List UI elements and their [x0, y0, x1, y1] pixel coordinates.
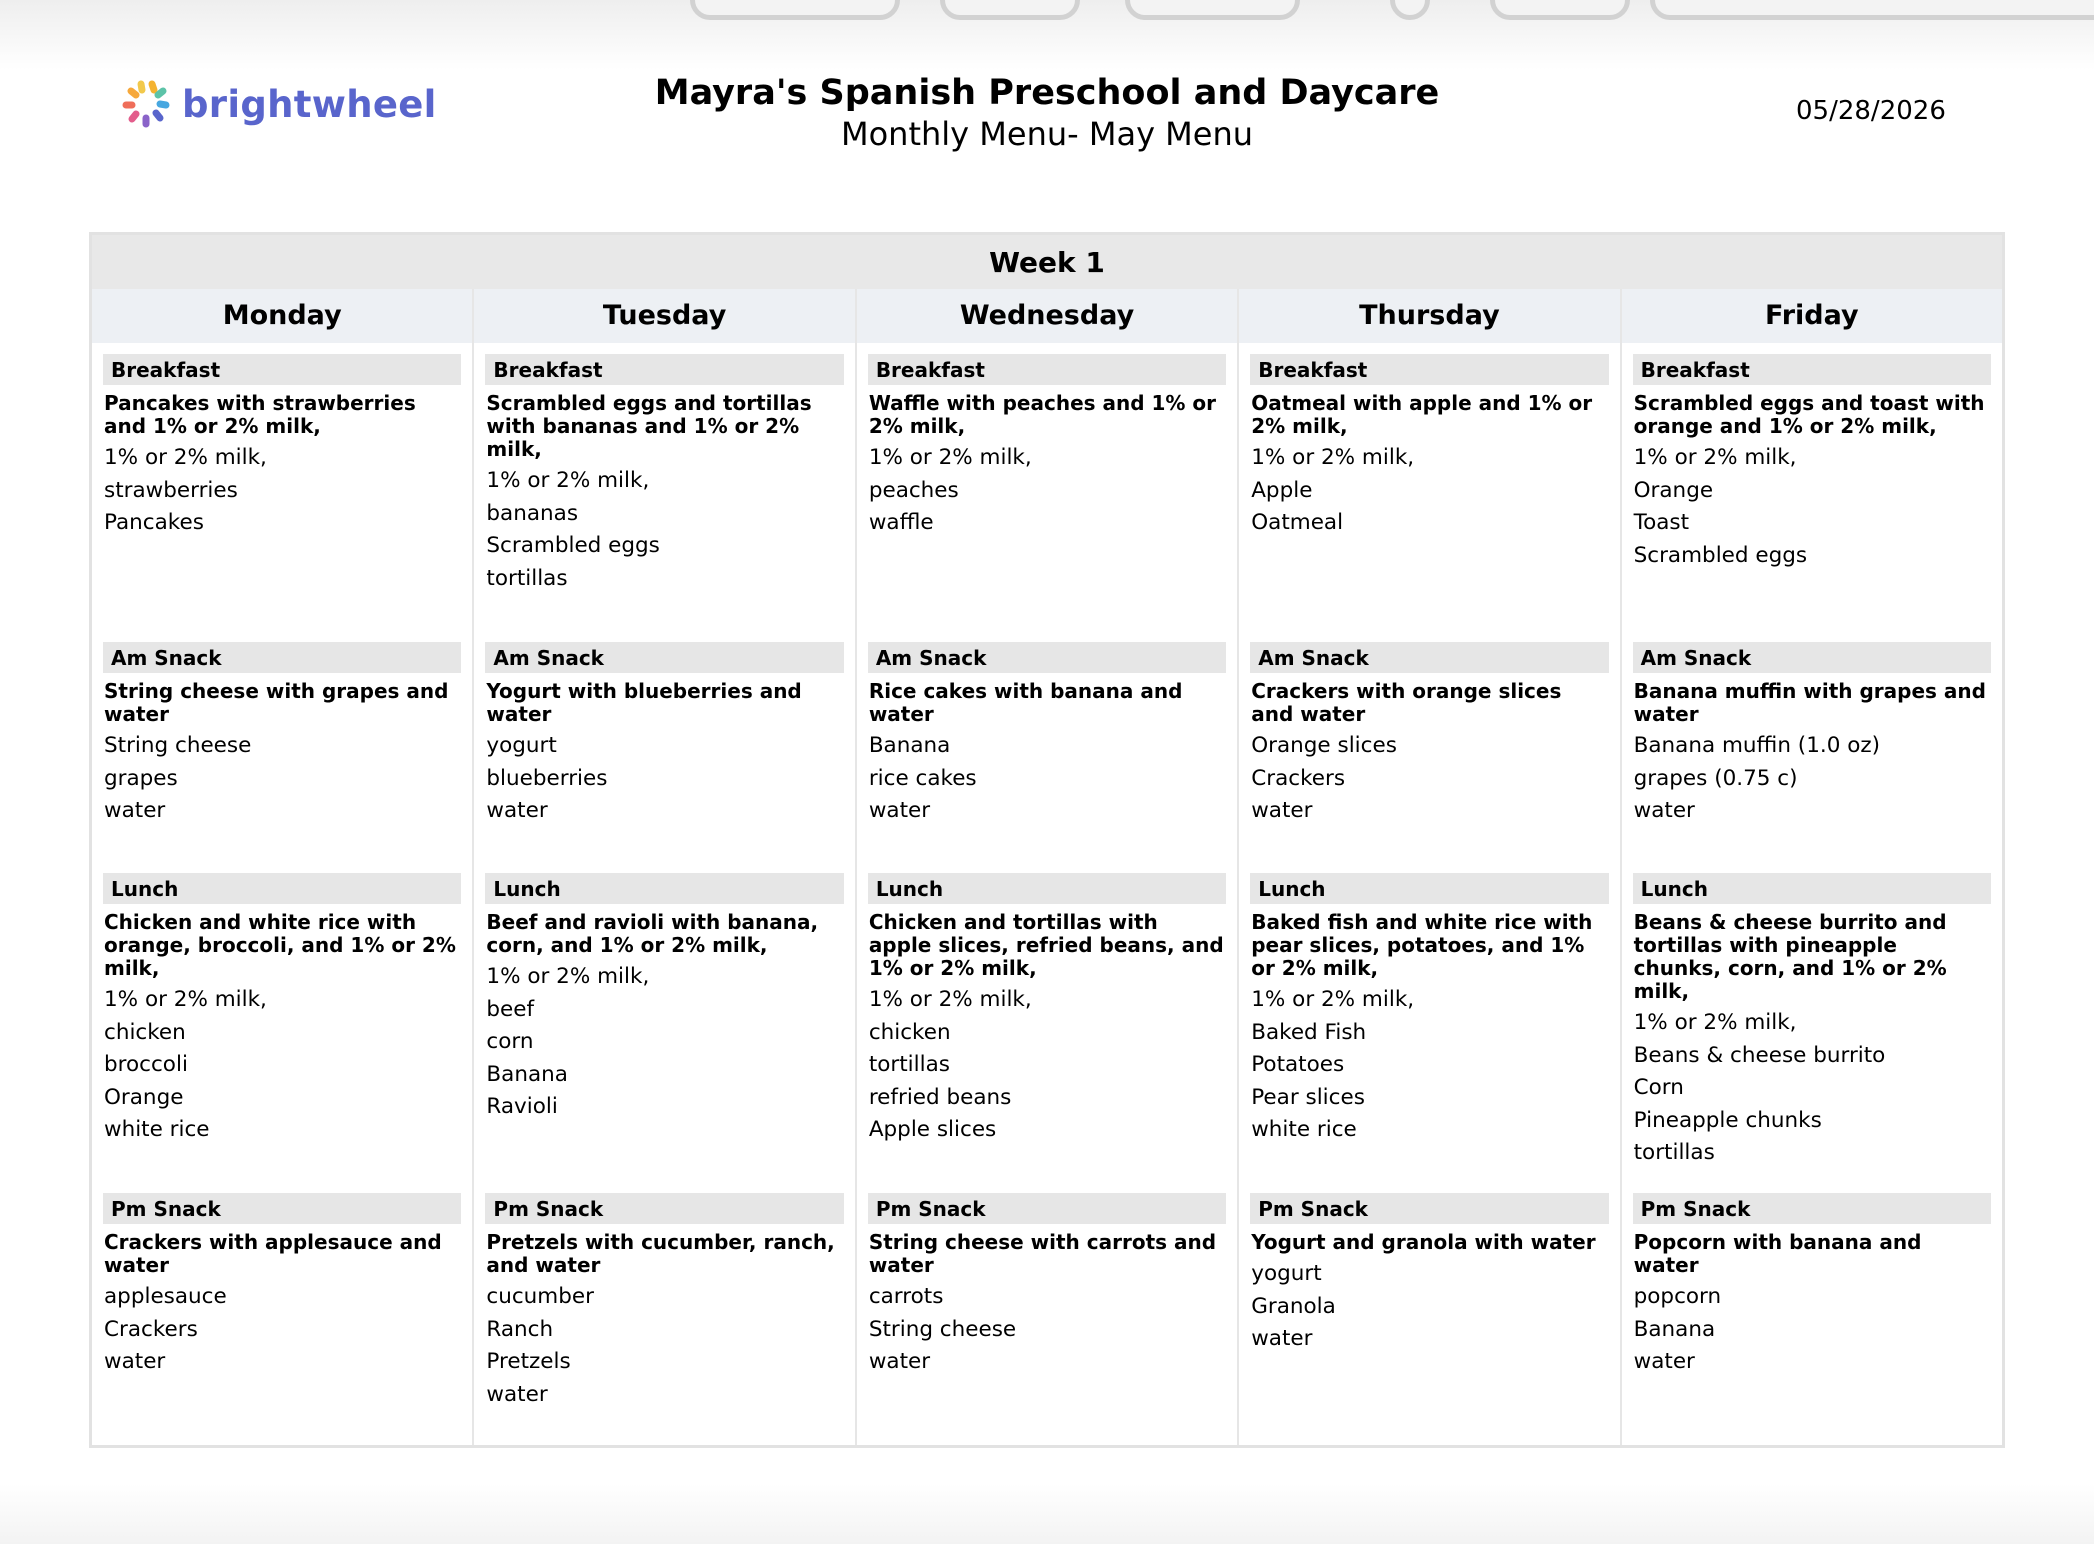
- meal-label: Am Snack: [1250, 642, 1608, 673]
- meal-label: Pm Snack: [103, 1193, 461, 1224]
- school-name: Mayra's Spanish Preschool and Daycare: [654, 73, 1440, 113]
- meal-item: Ranch: [486, 1316, 554, 1342]
- meal-item: Pretzels: [486, 1349, 571, 1374]
- meal-item-list: [485, 465, 843, 595]
- meal-item: 1% or 2% milk,: [486, 468, 650, 493]
- meal-item: water: [104, 1349, 166, 1374]
- meal-item: 1% or 2% milk,: [1251, 987, 1415, 1012]
- meal-title: Waffle with peaches and 1% or 2% milk,: [868, 391, 1217, 438]
- meal-item: grapes: [104, 765, 178, 791]
- meal-item: Banana: [486, 1061, 568, 1087]
- day-column-wednesday: [857, 289, 1239, 1445]
- meal-label: Am Snack: [868, 642, 1226, 673]
- meal-item: Toast: [1633, 510, 1690, 535]
- meal-item: Granola: [1251, 1293, 1336, 1319]
- meal-item-list: [103, 1281, 461, 1379]
- meal-item: Baked Fish: [1251, 1019, 1367, 1045]
- meal-title: Pancakes with strawberries and 1% or 2% milk,: [104, 391, 416, 438]
- day-name: Thursday: [1239, 289, 1619, 343]
- meal-title: Scrambled eggs and toast with orange and 1% or 2% milk,: [1633, 391, 1985, 438]
- meal-item: Orange slices: [1251, 733, 1397, 758]
- meal-label: Lunch: [1250, 873, 1608, 904]
- meal-block: [868, 642, 1226, 828]
- meal-item: beef: [486, 996, 535, 1022]
- meal-label: Lunch: [1633, 873, 1991, 904]
- meal-label: Pm Snack: [1250, 1193, 1608, 1224]
- meal-label: Am Snack: [485, 642, 843, 673]
- print-date: 05/28/2026: [1796, 96, 1946, 126]
- top-decor: [940, 0, 1080, 20]
- day-column-friday: [1622, 289, 2002, 1445]
- meal-item: water: [104, 798, 166, 823]
- meal-item-list: [1250, 1258, 1608, 1356]
- meal-item: water: [486, 798, 548, 823]
- meal-title: Beans & cheese burrito and tortillas with pineapple chunks, corn, and 1% or 2% milk,: [1633, 910, 1947, 1003]
- meal-title: Pretzels with cucumber, ranch, and water: [486, 1230, 835, 1277]
- meal-item-list: [868, 984, 1226, 1147]
- day-name: Wednesday: [857, 289, 1237, 343]
- meal-block: [103, 873, 461, 1147]
- meal-block: [1250, 873, 1608, 1147]
- meal-item: water: [486, 1381, 548, 1407]
- meal-item: bananas: [486, 500, 579, 526]
- top-decor: [1125, 0, 1300, 20]
- meal-item: blueberries: [486, 765, 608, 791]
- meal-item: Pineapple chunks: [1633, 1107, 1822, 1133]
- meal-label: Pm Snack: [1633, 1193, 1991, 1224]
- meal-block: [868, 873, 1226, 1147]
- meal-block: [103, 354, 461, 540]
- meal-block: [1633, 354, 1991, 572]
- meal-item-list: [868, 1281, 1226, 1379]
- meal-item: 1% or 2% milk,: [104, 987, 267, 1012]
- top-decor: [1650, 0, 2094, 20]
- meal-block: [1633, 1193, 1991, 1379]
- meal-title: Crackers with applesauce and water: [104, 1230, 442, 1277]
- meal-title: Yogurt with blueberries and water: [486, 679, 802, 726]
- meal-item: rice cakes: [868, 765, 977, 791]
- meal-title: Baked fish and white rice with pear slices, potatoes, and 1% or 2% milk,: [1251, 910, 1593, 980]
- meal-label: Lunch: [868, 873, 1226, 904]
- meal-item: carrots: [868, 1284, 944, 1309]
- meal-title: Chicken and tortillas with apple slices, refried beans, and 1% or 2% milk,: [868, 910, 1224, 980]
- meal-title: Yogurt and granola with water: [1251, 1230, 1596, 1254]
- meal-item: Banana muffin (1.0 oz): [1633, 733, 1881, 758]
- meal-item: Crackers: [1251, 765, 1346, 791]
- meal-block: [103, 642, 461, 828]
- meal-item: Scrambled eggs: [486, 533, 660, 558]
- meal-item: corn: [486, 1029, 534, 1054]
- meal-block: [485, 642, 843, 828]
- day-column-tuesday: [474, 289, 856, 1445]
- days-row: [92, 289, 2002, 1445]
- meal-item: tortillas: [868, 1052, 950, 1077]
- day-name: Friday: [1622, 289, 2002, 343]
- meal-item: Banana: [1633, 1316, 1716, 1342]
- week-title: Week 1: [92, 235, 2002, 289]
- meal-label: Lunch: [485, 873, 843, 904]
- meal-item-list: [485, 1281, 843, 1411]
- meal-item-list: [1250, 730, 1608, 828]
- meal-item: 1% or 2% milk,: [1633, 1010, 1797, 1035]
- meal-title: String cheese with carrots and water: [868, 1230, 1217, 1277]
- meal-label: Lunch: [103, 873, 461, 904]
- meal-label: Breakfast: [1250, 354, 1608, 385]
- day-name: Tuesday: [474, 289, 854, 343]
- meal-item: Apple: [1251, 477, 1313, 503]
- meal-item: water: [1633, 798, 1695, 823]
- meal-item: yogurt: [486, 733, 557, 758]
- meal-title: Banana muffin with grapes and water: [1633, 679, 1986, 726]
- meal-block: [1633, 642, 1991, 828]
- meal-label: Breakfast: [868, 354, 1226, 385]
- day-name: Monday: [92, 289, 472, 343]
- meal-label: Am Snack: [103, 642, 461, 673]
- meal-item-list: [1250, 984, 1608, 1147]
- document-header: [0, 72, 2094, 154]
- meal-item: Banana: [868, 733, 951, 758]
- meal-item-list: [1250, 442, 1608, 540]
- meal-label: Breakfast: [1633, 354, 1991, 385]
- meal-item-list: [868, 442, 1226, 540]
- meal-item: yogurt: [1251, 1261, 1322, 1286]
- meal-item: water: [868, 798, 931, 823]
- meal-item: 1% or 2% milk,: [1251, 445, 1415, 470]
- meal-title: Rice cakes with banana and water: [868, 679, 1183, 726]
- meal-item: Orange: [1633, 477, 1714, 503]
- meal-item-list: [868, 730, 1226, 828]
- meal-item: 1% or 2% milk,: [868, 445, 1032, 470]
- meal-title: Beef and ravioli with banana, corn, and 1% or 2% milk,: [486, 910, 819, 957]
- meal-item: broccoli: [104, 1052, 188, 1077]
- meal-item-list: [485, 730, 843, 828]
- meal-block: [485, 354, 843, 595]
- meal-block: [1250, 354, 1608, 540]
- meal-item: Apple slices: [868, 1117, 997, 1142]
- meal-title: Crackers with orange slices and water: [1251, 679, 1562, 726]
- meal-block: [1250, 1193, 1608, 1356]
- meal-item: chicken: [868, 1019, 951, 1045]
- meal-item: strawberries: [104, 477, 238, 503]
- meal-item-list: [1633, 730, 1991, 828]
- meal-item-list: [103, 730, 461, 828]
- meal-label: Pm Snack: [485, 1193, 843, 1224]
- menu-table: [89, 232, 2005, 1448]
- meal-label: Pm Snack: [868, 1193, 1226, 1224]
- meal-item: Pancakes: [104, 510, 204, 535]
- meal-item-list: [1633, 1281, 1991, 1379]
- meal-item-list: [103, 442, 461, 540]
- meal-item: water: [1251, 1326, 1313, 1351]
- meal-item: Crackers: [104, 1316, 198, 1342]
- meal-item: waffle: [868, 510, 934, 535]
- meal-title: Popcorn with banana and water: [1633, 1230, 1922, 1277]
- meal-block: [868, 1193, 1226, 1379]
- meal-item: 1% or 2% milk,: [868, 987, 1032, 1012]
- meal-block: [103, 1193, 461, 1379]
- meal-item-list: [1633, 442, 1991, 572]
- meal-item: refried beans: [868, 1084, 1012, 1110]
- meal-block: [868, 354, 1226, 540]
- meal-item: Potatoes: [1251, 1052, 1345, 1077]
- meal-item: String cheese: [104, 733, 252, 758]
- meal-item: white rice: [1251, 1117, 1357, 1142]
- meal-item: water: [1251, 798, 1313, 823]
- meal-block: [1250, 642, 1608, 828]
- meal-label: Breakfast: [485, 354, 843, 385]
- meal-item: 1% or 2% milk,: [104, 445, 267, 470]
- meal-item: chicken: [104, 1019, 186, 1045]
- brand-name: brightwheel: [182, 82, 437, 126]
- meal-item: Corn: [1633, 1075, 1684, 1100]
- meal-item: cucumber: [486, 1284, 594, 1309]
- meal-item: Orange: [104, 1084, 184, 1110]
- meal-item: water: [868, 1349, 931, 1374]
- bottom-shade: [0, 1484, 2094, 1544]
- day-column-monday: [92, 289, 474, 1445]
- meal-item: Oatmeal: [1251, 510, 1344, 535]
- meal-item: grapes (0.75 c): [1633, 765, 1798, 791]
- meal-item: Ravioli: [486, 1094, 558, 1119]
- meal-item: Beans & cheese burrito: [1633, 1042, 1886, 1068]
- meal-item: 1% or 2% milk,: [1633, 445, 1797, 470]
- meal-title: Oatmeal with apple and 1% or 2% milk,: [1251, 391, 1593, 438]
- meal-item: tortillas: [1633, 1140, 1715, 1165]
- meal-label: Breakfast: [103, 354, 461, 385]
- meal-item: applesauce: [104, 1284, 227, 1309]
- meal-item: popcorn: [1633, 1284, 1722, 1309]
- meal-item: water: [1633, 1349, 1695, 1374]
- meal-item-list: [1633, 1007, 1991, 1170]
- meal-item: 1% or 2% milk,: [486, 964, 650, 989]
- meal-item: white rice: [104, 1117, 210, 1142]
- meal-label: Am Snack: [1633, 642, 1991, 673]
- meal-block: [485, 873, 843, 1124]
- meal-item: String cheese: [868, 1316, 1017, 1342]
- meal-item-list: [103, 984, 461, 1147]
- meal-item: tortillas: [486, 565, 568, 591]
- meal-item: peaches: [868, 477, 959, 503]
- meal-title: Scrambled eggs and tortillas with bananas and 1% or 2% milk,: [486, 391, 812, 461]
- meal-title: Chicken and white rice with orange, broccoli, and 1% or 2% milk,: [104, 910, 456, 980]
- meal-title: String cheese with grapes and water: [104, 679, 449, 726]
- meal-block: [485, 1193, 843, 1411]
- meal-block: [1633, 873, 1991, 1170]
- meal-item-list: [485, 961, 843, 1124]
- meal-item: Pear slices: [1251, 1084, 1365, 1110]
- top-decor: [1490, 0, 1630, 20]
- menu-title: Monthly Menu- May Menu: [840, 115, 1254, 153]
- day-column-thursday: [1239, 289, 1621, 1445]
- top-decor: [690, 0, 900, 20]
- meal-item: Scrambled eggs: [1633, 542, 1808, 568]
